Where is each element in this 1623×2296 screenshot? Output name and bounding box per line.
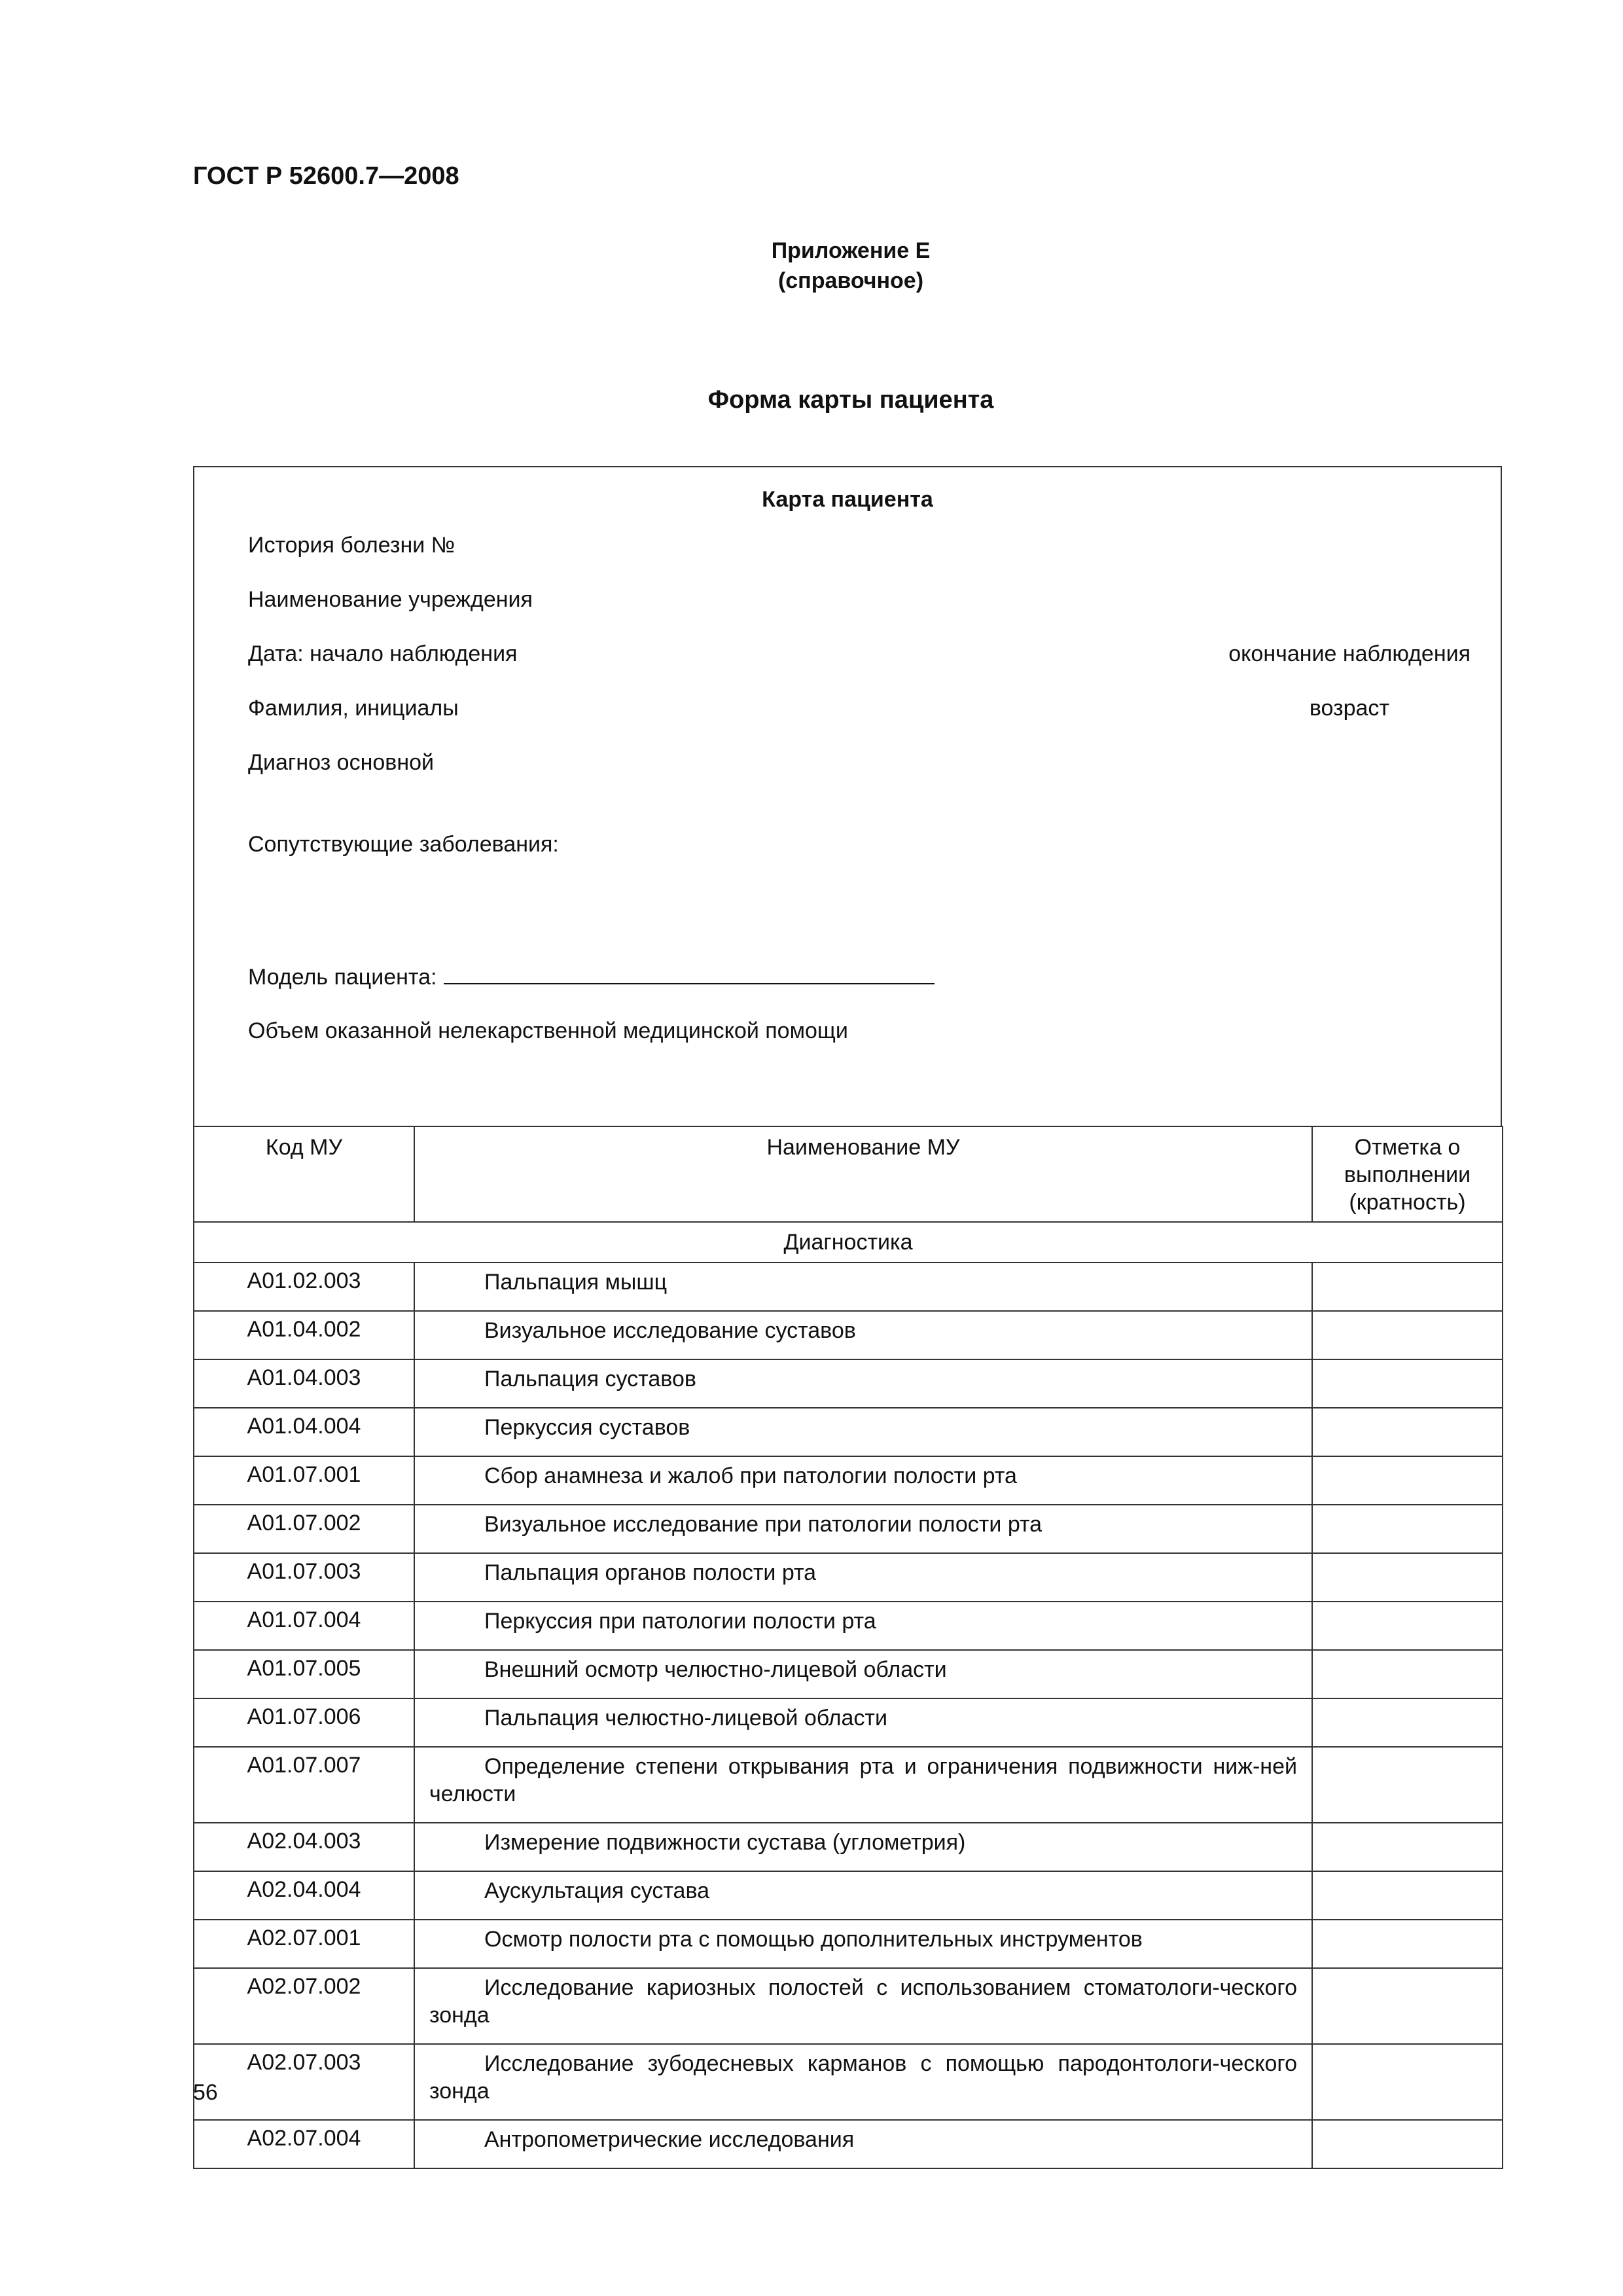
row-code: А01.07.001 (194, 1456, 414, 1505)
annex-heading (0, 236, 1623, 296)
institution-field: Наименование учреждения (248, 587, 533, 612)
annex-subtitle: (справочное) (777, 268, 924, 293)
patient-card (193, 466, 1502, 1127)
row-name: Пальпация мышц (414, 1263, 1312, 1311)
row-name: Измерение подвижности сустава (углометрия) (414, 1823, 1312, 1871)
row-name: Определение степени открывания рта и ограничения подвижности ниж-ней челюсти (414, 1747, 1312, 1823)
card-title: Карта пациента (762, 487, 933, 512)
mu-table (193, 1126, 1503, 2169)
row-name: Осмотр полости рта с помощью дополнительных инструментов (414, 1920, 1312, 1968)
row-mark-cell (1312, 2044, 1503, 2120)
comorbid-field: Сопутствующие заболевания: (248, 832, 559, 857)
row-name: Перкуссия при патологии полости рта (414, 1602, 1312, 1650)
row-mark-cell (1312, 1650, 1503, 1698)
row-name: Внешний осмотр челюстно-лицевой области (414, 1650, 1312, 1698)
model-label: Модель пациента: (248, 965, 437, 990)
table-row (194, 1602, 1503, 1650)
history-field: История болезни № (248, 533, 455, 558)
volume-field: Объем оказанной нелекарственной медицинской помощи (248, 1018, 848, 1043)
row-mark-cell (1312, 1823, 1503, 1871)
table-row (194, 1553, 1503, 1602)
row-code: А02.07.004 (194, 2120, 414, 2168)
annex-title: Приложение Е (771, 238, 931, 263)
row-mark-cell (1312, 1871, 1503, 1920)
table-row (194, 1311, 1503, 1359)
section-label: Диагностика (194, 1222, 1503, 1263)
row-mark-cell (1312, 1698, 1503, 1747)
table-row (194, 2044, 1503, 2120)
row-name: Сбор анамнеза и жалоб при патологии полости рта (414, 1456, 1312, 1505)
row-name: Исследование зубодесневых карманов с помощью пародонтологи-ческого зонда (414, 2044, 1312, 2120)
row-code: А01.07.002 (194, 1505, 414, 1553)
row-name: Пальпация органов полости рта (414, 1553, 1312, 1602)
section-row (194, 1222, 1503, 1263)
row-mark-cell (1312, 1359, 1503, 1408)
row-mark-cell (1312, 1408, 1503, 1456)
row-code: А02.04.004 (194, 1871, 414, 1920)
row-mark-cell (1312, 2120, 1503, 2168)
row-code: А01.04.004 (194, 1408, 414, 1456)
header-name: Наименование МУ (414, 1126, 1312, 1222)
row-code: А01.07.006 (194, 1698, 414, 1747)
row-mark-cell (1312, 1263, 1503, 1311)
row-mark-cell (1312, 1505, 1503, 1553)
name-field: Фамилия, инициалы (248, 696, 459, 721)
row-code: А02.07.002 (194, 1968, 414, 2044)
row-mark-cell (1312, 1747, 1503, 1823)
row-code: А01.04.002 (194, 1311, 414, 1359)
row-name: Визуальное исследование при патологии полости рта (414, 1505, 1312, 1553)
table-row (194, 1505, 1503, 1553)
row-name: Пальпация челюстно-лицевой области (414, 1698, 1312, 1747)
date-end-field: окончание наблюдения (1228, 641, 1471, 666)
document-code: ГОСТ Р 52600.7—2008 (193, 162, 459, 190)
row-mark-cell (1312, 1456, 1503, 1505)
table-row (194, 1263, 1503, 1311)
table-row (194, 1359, 1503, 1408)
row-name: Пальпация суставов (414, 1359, 1312, 1408)
table-header-row (194, 1126, 1503, 1222)
row-mark-cell (1312, 1311, 1503, 1359)
table-row (194, 1650, 1503, 1698)
table-row (194, 1456, 1503, 1505)
form-title: Форма карты пациента (707, 386, 994, 414)
model-blank-line (444, 963, 935, 984)
row-code: А01.02.003 (194, 1263, 414, 1311)
header-code: Код МУ (194, 1126, 414, 1222)
row-code: А02.04.003 (194, 1823, 414, 1871)
row-code: А01.04.003 (194, 1359, 414, 1408)
row-code: А01.07.007 (194, 1747, 414, 1823)
model-field (248, 963, 935, 990)
row-code: А02.07.001 (194, 1920, 414, 1968)
row-mark-cell (1312, 1920, 1503, 1968)
row-name: Исследование кариозных полостей с использованием стоматологи-ческого зонда (414, 1968, 1312, 2044)
diagnosis-field: Диагноз основной (248, 750, 435, 775)
table-row (194, 1747, 1503, 1823)
table-row (194, 1698, 1503, 1747)
row-mark-cell (1312, 1968, 1503, 2044)
row-name: Аускультация сустава (414, 1871, 1312, 1920)
header-mark: Отметка о выполнении (кратность) (1312, 1126, 1503, 1222)
table-row (194, 1408, 1503, 1456)
page-number: 56 (193, 2080, 218, 2105)
table-row (194, 1871, 1503, 1920)
table-row (194, 1823, 1503, 1871)
row-code: А01.07.004 (194, 1602, 414, 1650)
table-row (194, 1920, 1503, 1968)
row-mark-cell (1312, 1602, 1503, 1650)
date-start-field: Дата: начало наблюдения (248, 641, 518, 666)
age-field: возраст (1309, 696, 1389, 721)
table-row (194, 1968, 1503, 2044)
row-code: А01.07.003 (194, 1553, 414, 1602)
row-name: Антропометрические исследования (414, 2120, 1312, 2168)
row-code: А02.07.003 (194, 2044, 414, 2120)
row-name: Визуальное исследование суставов (414, 1311, 1312, 1359)
row-code: А01.07.005 (194, 1650, 414, 1698)
table-row (194, 2120, 1503, 2168)
row-mark-cell (1312, 1553, 1503, 1602)
row-name: Перкуссия суставов (414, 1408, 1312, 1456)
